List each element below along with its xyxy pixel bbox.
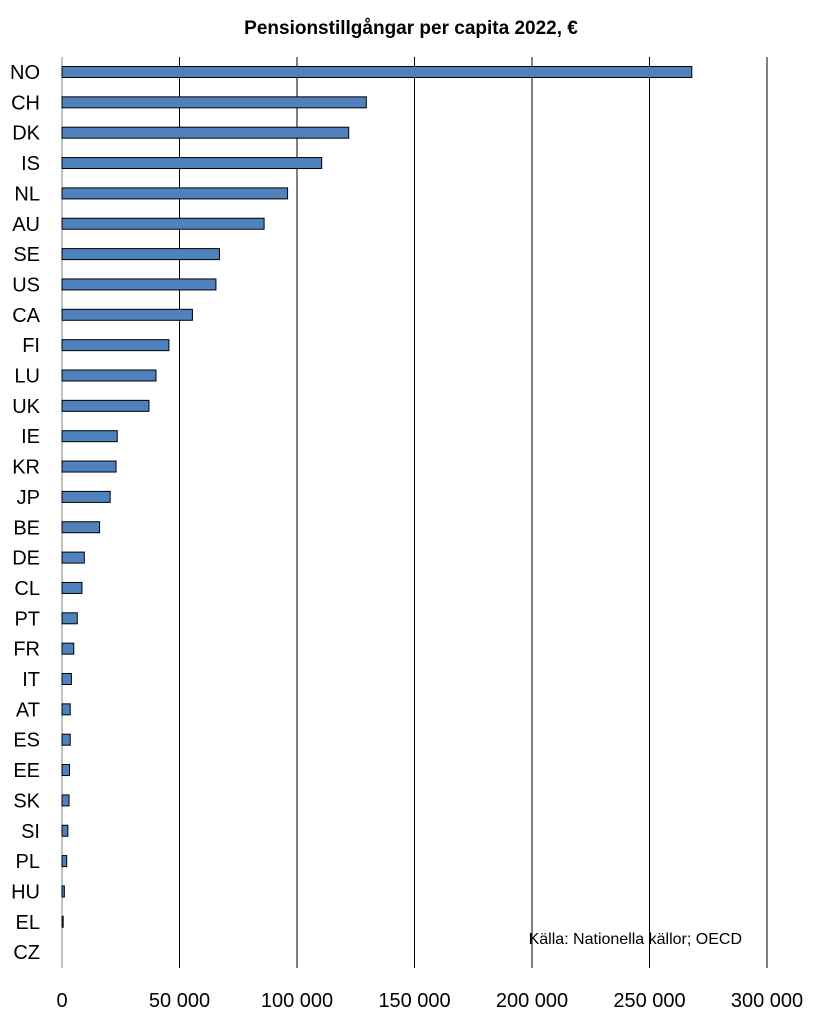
bar-dk	[62, 127, 349, 138]
bars	[62, 67, 692, 928]
category-label-ch: CH	[11, 92, 40, 115]
x-tick-labels	[56, 990, 803, 1012]
bar-jp	[62, 491, 110, 502]
bar-it	[62, 674, 71, 685]
x-tick-label: 0	[56, 990, 68, 1012]
category-label-dk: DK	[12, 122, 40, 145]
x-tick-label: 150 000	[378, 990, 451, 1012]
category-label-be: BE	[13, 517, 40, 540]
category-label-es: ES	[13, 729, 40, 752]
category-label-ie: IE	[21, 426, 40, 449]
category-label-nl: NL	[14, 183, 40, 206]
bar-kr	[62, 461, 116, 472]
category-label-fi: FI	[22, 335, 40, 358]
x-tick-label: 200 000	[495, 990, 569, 1012]
category-label-uk: UK	[12, 395, 40, 418]
category-label-au: AU	[12, 213, 40, 236]
category-label-hu: HU	[11, 881, 40, 904]
bar-pt	[62, 613, 77, 624]
category-label-kr: KR	[12, 456, 40, 479]
category-label-el: EL	[15, 911, 40, 934]
bar-ie	[62, 431, 117, 442]
category-label-at: AT	[15, 699, 40, 722]
category-label-is: IS	[21, 153, 40, 176]
bar-el	[62, 916, 63, 927]
source-note: Källa: Nationella källor; OECD	[528, 931, 742, 948]
x-tick-label: 50 000	[148, 990, 211, 1012]
bar-sk	[62, 795, 69, 806]
bar-si	[62, 825, 68, 836]
category-label-lu: LU	[14, 365, 40, 388]
bar-de	[62, 552, 84, 563]
chart-title: Pensionstillgångar per capita 2022, €	[244, 18, 578, 39]
bar-nl	[62, 188, 288, 199]
bar-ca	[62, 309, 192, 320]
category-label-de: DE	[12, 547, 40, 570]
category-labels	[10, 62, 41, 964]
bar-at	[62, 704, 70, 715]
bar-is	[62, 158, 322, 169]
bar-uk	[62, 400, 149, 411]
bar-no	[62, 67, 692, 78]
bar-fr	[62, 643, 74, 654]
category-label-it: IT	[22, 669, 40, 691]
bar-es	[62, 734, 70, 745]
category-label-ca: CA	[12, 304, 40, 327]
bar-hu	[62, 886, 64, 897]
bar-ch	[62, 97, 366, 108]
bar-be	[62, 522, 100, 533]
bar-lu	[62, 370, 156, 381]
category-label-cl: CL	[14, 577, 40, 600]
bar-se	[62, 249, 219, 260]
category-label-si: SI	[21, 820, 40, 843]
category-label-ee: EE	[13, 760, 40, 783]
bar-cl	[62, 582, 82, 593]
category-label-sk: SK	[13, 790, 40, 813]
category-label-jp: JP	[16, 486, 40, 509]
bar-fi	[62, 340, 169, 351]
bar-au	[62, 218, 264, 229]
bar-pl	[62, 856, 67, 867]
bar-ee	[62, 765, 70, 776]
x-tick-label: 100 000	[260, 990, 334, 1012]
category-label-pt: PT	[14, 608, 40, 631]
category-label-fr: FR	[13, 638, 40, 661]
category-label-cz: CZ	[13, 942, 40, 965]
category-label-no: NO	[10, 62, 40, 84]
category-label-us: US	[12, 274, 40, 297]
bar-us	[62, 279, 216, 290]
category-label-se: SE	[13, 244, 40, 267]
x-tick-label: 250 000	[613, 990, 686, 1012]
x-tick-label: 300 000	[730, 990, 804, 1012]
category-label-pl: PL	[15, 851, 40, 874]
